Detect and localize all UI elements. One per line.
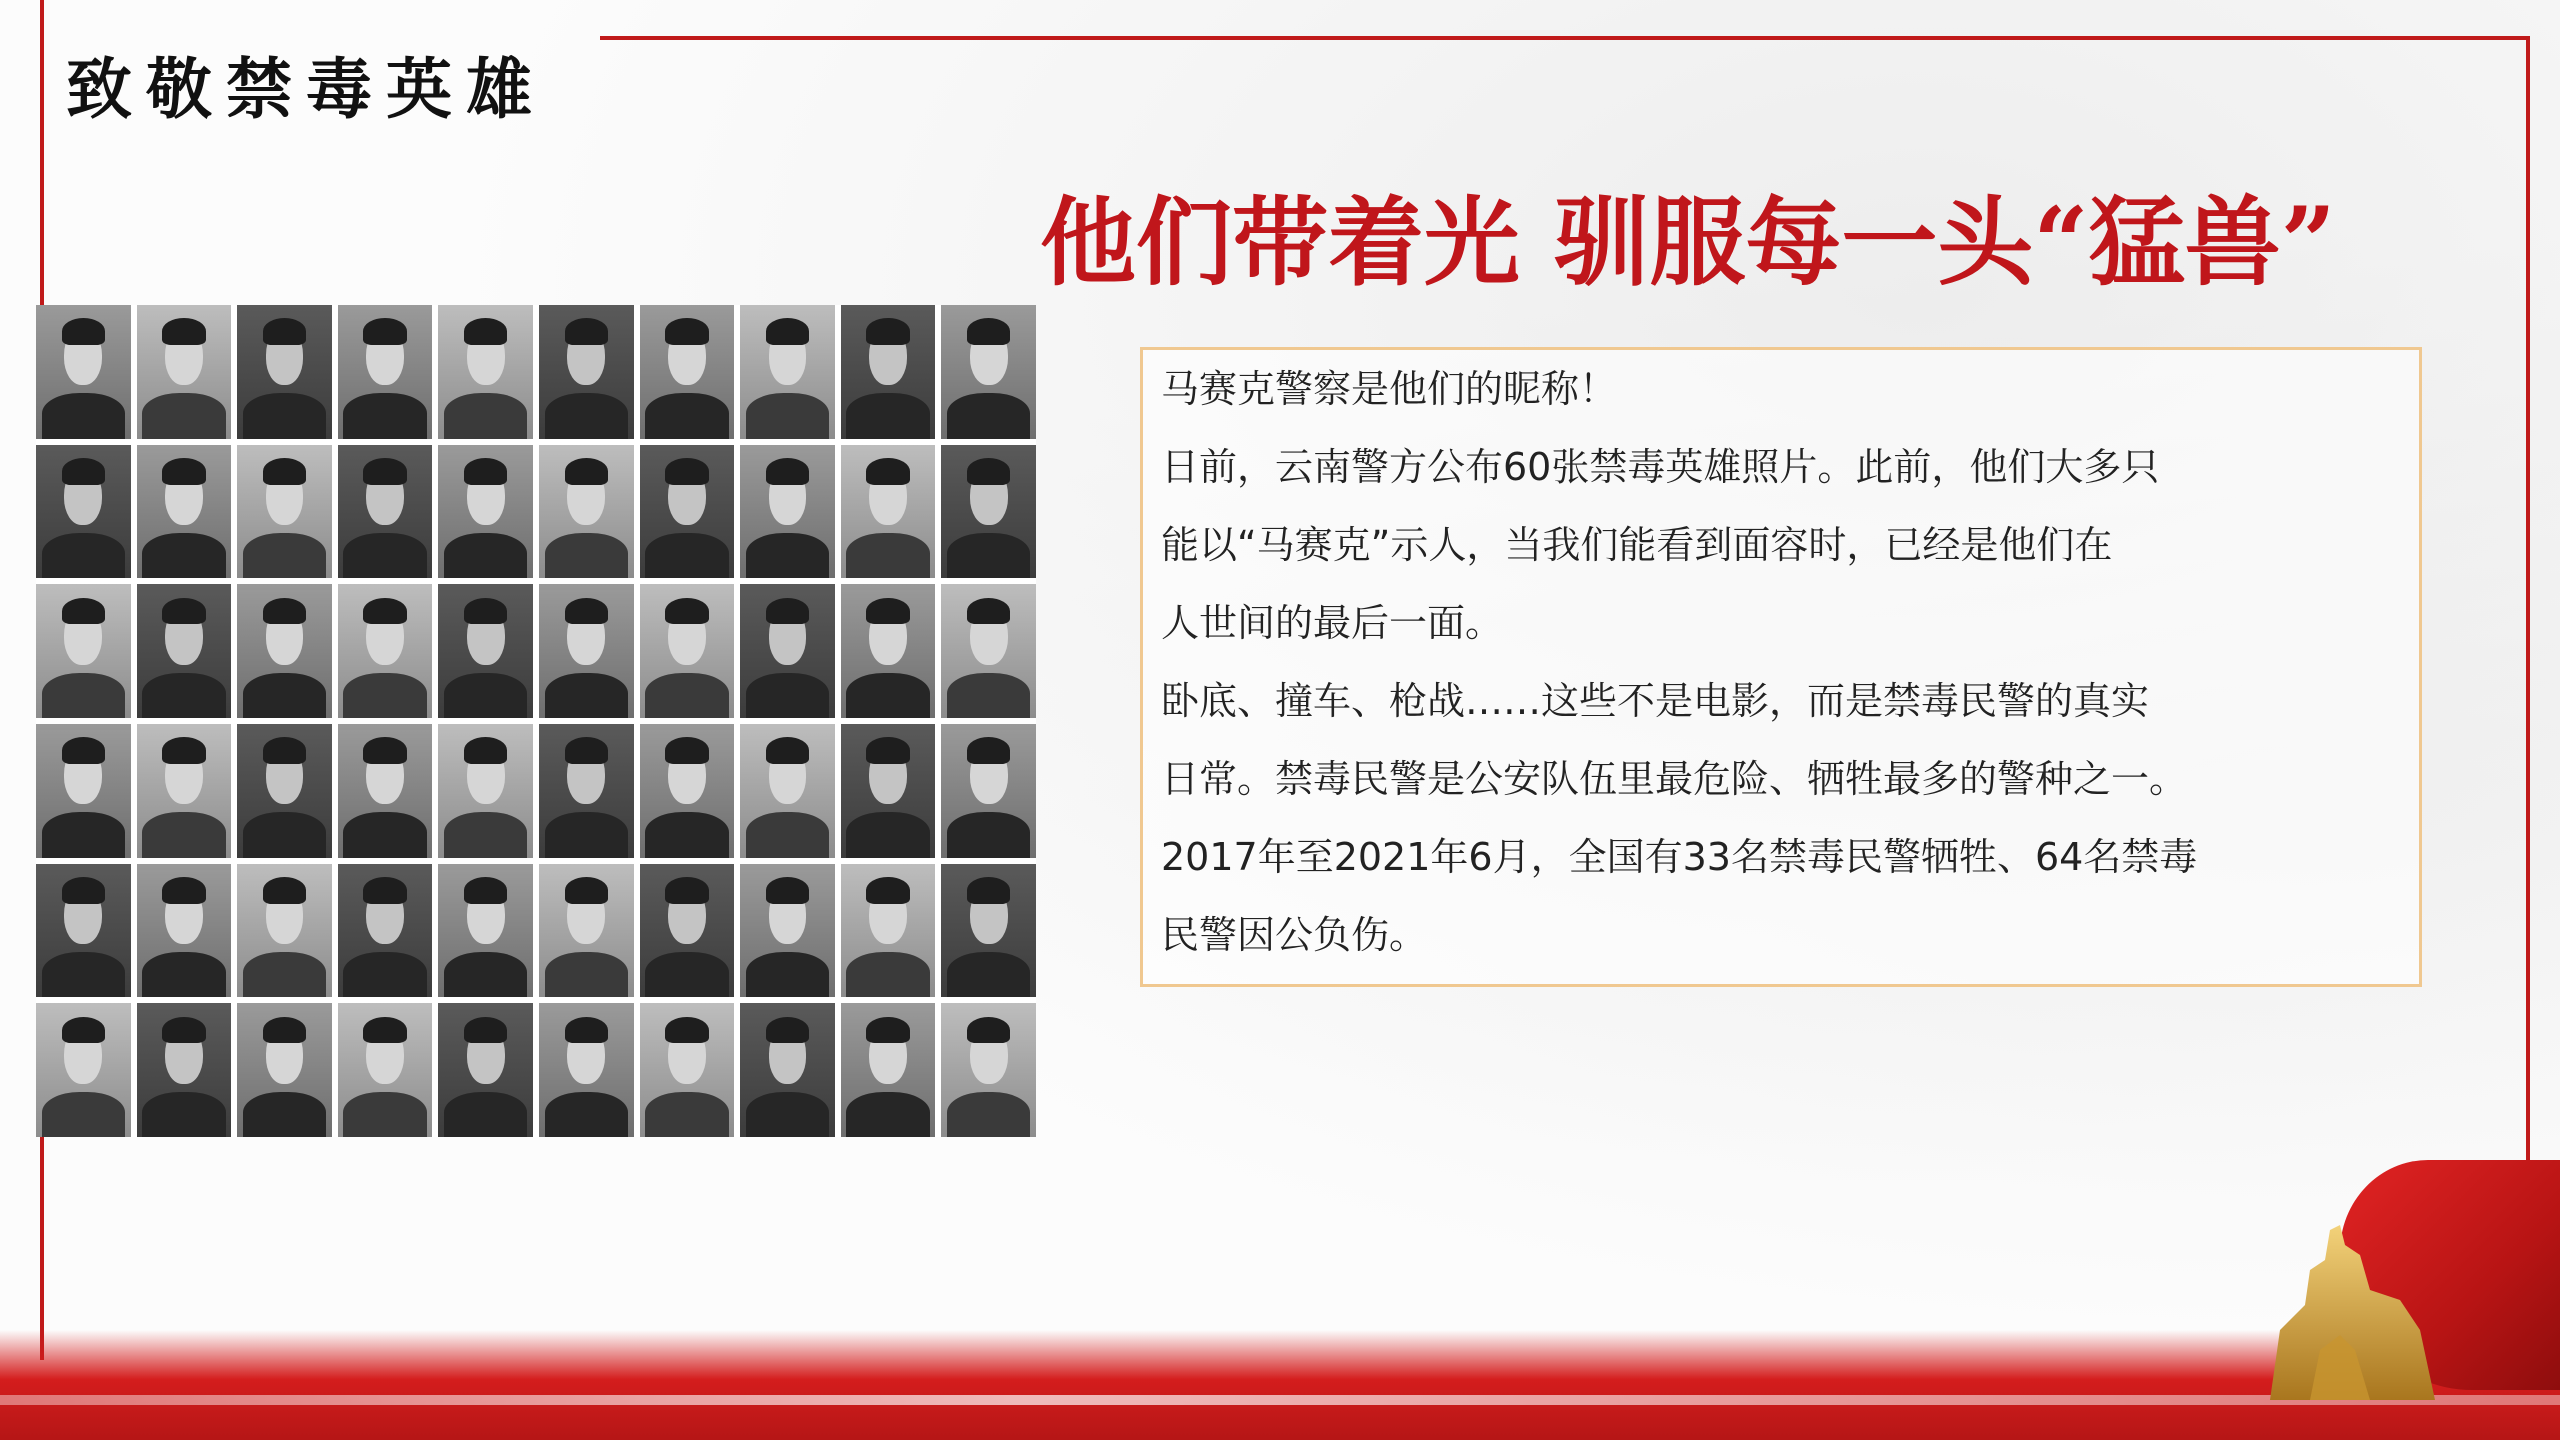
frame-top-line bbox=[600, 36, 2530, 40]
frame-right-line bbox=[2526, 36, 2530, 1186]
hero-portrait bbox=[36, 445, 131, 579]
hero-portrait bbox=[539, 584, 634, 718]
article-line: 日常。禁毒民警是公安队伍里最危险、牺牲最多的警种之一。 bbox=[1161, 757, 2188, 801]
article-line: 民警因公负伤。 bbox=[1161, 913, 1428, 957]
hero-portrait bbox=[237, 864, 332, 998]
hero-portrait bbox=[539, 724, 634, 858]
hero-portrait bbox=[539, 305, 634, 439]
hero-portrait bbox=[740, 864, 835, 998]
hero-portrait bbox=[841, 584, 936, 718]
golden-monument-icon bbox=[2250, 1210, 2450, 1400]
hero-portrait bbox=[841, 864, 936, 998]
ribbon-highlight bbox=[0, 1395, 2560, 1405]
hero-portrait bbox=[137, 584, 232, 718]
hero-portrait bbox=[237, 584, 332, 718]
hero-portrait bbox=[36, 864, 131, 998]
article-line: 卧底、撞车、枪战……这些不是电影，而是禁毒民警的真实 bbox=[1161, 679, 2150, 723]
article-line: 人世间的最后一面。 bbox=[1161, 601, 1504, 645]
hero-portrait bbox=[36, 305, 131, 439]
hero-portrait bbox=[841, 305, 936, 439]
hero-portrait bbox=[137, 305, 232, 439]
hero-portrait bbox=[740, 445, 835, 579]
hero-portrait bbox=[841, 1003, 936, 1137]
hero-portrait bbox=[36, 584, 131, 718]
hero-portrait bbox=[237, 305, 332, 439]
hero-portrait bbox=[539, 1003, 634, 1137]
hero-portrait bbox=[740, 584, 835, 718]
hero-portrait bbox=[338, 305, 433, 439]
hero-portrait bbox=[338, 584, 433, 718]
hero-portrait bbox=[338, 1003, 433, 1137]
hero-portrait bbox=[539, 445, 634, 579]
hero-portrait bbox=[941, 445, 1036, 579]
slogan-heading: 他们带着光 驯服每一头“猛兽” bbox=[1040, 186, 2336, 299]
hero-portrait bbox=[438, 864, 533, 998]
hero-portrait bbox=[338, 445, 433, 579]
hero-portrait bbox=[237, 445, 332, 579]
hero-portrait bbox=[438, 1003, 533, 1137]
hero-portrait bbox=[640, 1003, 735, 1137]
hero-portrait bbox=[36, 724, 131, 858]
hero-portrait bbox=[137, 864, 232, 998]
hero-portrait bbox=[338, 724, 433, 858]
article-line: 马赛克警察是他们的昵称！ bbox=[1161, 367, 1618, 411]
hero-portrait bbox=[941, 864, 1036, 998]
hero-portrait bbox=[841, 724, 936, 858]
hero-portrait bbox=[740, 305, 835, 439]
red-ribbon-decoration bbox=[0, 1330, 2560, 1440]
page-title: 致敬禁毒英雄 bbox=[66, 50, 546, 128]
hero-portrait bbox=[36, 1003, 131, 1137]
hero-photo-wall bbox=[36, 305, 1036, 1137]
hero-portrait bbox=[438, 305, 533, 439]
hero-portrait bbox=[640, 584, 735, 718]
hero-portrait bbox=[137, 724, 232, 858]
hero-portrait bbox=[438, 724, 533, 858]
hero-portrait bbox=[841, 445, 936, 579]
hero-portrait bbox=[941, 584, 1036, 718]
hero-portrait bbox=[740, 1003, 835, 1137]
hero-portrait bbox=[941, 724, 1036, 858]
hero-portrait bbox=[941, 305, 1036, 439]
hero-portrait bbox=[438, 445, 533, 579]
article-line: 2017年至2021年6月，全国有33名禁毒民警牺牲、64名禁毒 bbox=[1161, 835, 2198, 879]
hero-portrait bbox=[640, 724, 735, 858]
hero-portrait bbox=[539, 864, 634, 998]
hero-portrait bbox=[640, 305, 735, 439]
hero-portrait bbox=[237, 724, 332, 858]
hero-portrait bbox=[640, 864, 735, 998]
article-line: 日前，云南警方公布60张禁毒英雄照片。此前，他们大多只 bbox=[1161, 445, 2160, 489]
article-text bbox=[1161, 350, 2401, 974]
hero-portrait bbox=[237, 1003, 332, 1137]
article-box bbox=[1140, 347, 2422, 987]
article-line: 能以“马赛克”示人，当我们能看到面容时，已经是他们在 bbox=[1161, 523, 2113, 567]
hero-portrait bbox=[740, 724, 835, 858]
hero-portrait bbox=[137, 1003, 232, 1137]
hero-portrait bbox=[137, 445, 232, 579]
hero-portrait bbox=[438, 584, 533, 718]
hero-portrait bbox=[640, 445, 735, 579]
hero-portrait bbox=[941, 1003, 1036, 1137]
hero-portrait bbox=[338, 864, 433, 998]
